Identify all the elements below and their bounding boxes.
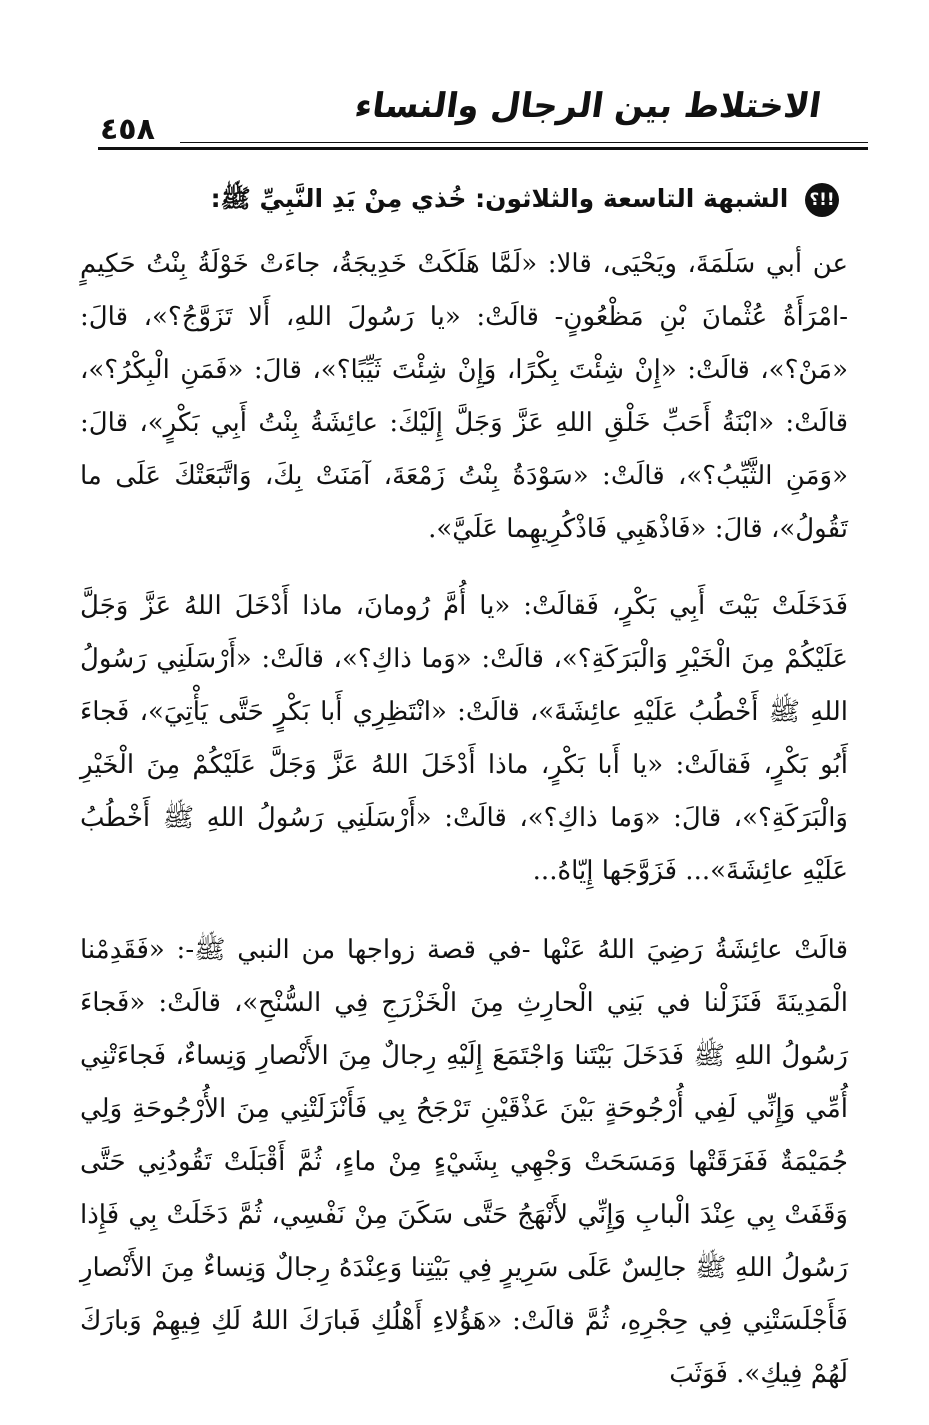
header-rule-thin bbox=[180, 142, 868, 143]
paragraph-2: فَدَخَلَتْ بَيْتَ أَبِي بَكْرٍ، فَقالَتْ: «يا أُمَّ رُومانَ، ماذا أَدْخَلَ اللهُ عَزَّ وَجَلَّ عَلَيْكُمْ مِنَ الْخَيْرِ وَالْبَرَكَةِ؟»، قالَتْ: «وَما ذاكِ؟»، قالَتْ: «أَرْسَلَنِي رَسُولُ اللهِ ﷺ أَخْطُبُ عَلَيْهِ عائِشَةَ»، قالَتْ: «انْتَظِرِي أَبا بَكْرٍ حَتَّى يَأْتِيَ»، فَجاءَ أَبُو بَكْرٍ، فَقالَتْ: «يا أَبا بَكْرٍ، ماذا أَدْخَلَ اللهُ عَزَّ وَجَلَّ عَلَيْكُمْ مِنَ الْخَيْرِ وَالْبَرَكَةِ؟»، قالَ: «وَما ذاكِ؟»، قالَتْ: «أَرْسَلَنِي رَسُولُ اللهِ ﷺ أَخْطُبُ عَلَيْهِ عائِشَةَ»... فَزَوَّجَها إِيّاهُ... bbox=[80, 591, 848, 886]
section-heading-text: الشبهة التاسعة والثلاثون: خُذي مِنْ يَدِ النَّبِيِّ ﷺ: bbox=[210, 184, 789, 213]
paragraph-3: قالَتْ عائِشَةُ رَضِيَ اللهُ عَنْها -في قصة زواجها من النبي ﷺ-: «فَقَدِمْنا الْمَدِينَةَ فَنَزَلْنا في بَنِي الْحارِثِ مِنَ الْخَزْرَجِ فِي السُّنْحِ»، قالَتْ: «فَجاءَ رَسُولُ اللهِ ﷺ فَدَخَلَ بَيْتَنا وَاجْتَمَعَ إِلَيْهِ رِجالٌ مِنَ الأَنْصارِ وَنِساءٌ، فَجاءَتْنِي أُمِّي وَإِنِّي لَفِي أُرْجُوحَةٍ بَيْنَ عَذْقَيْنِ تَرْجَحُ بِي فَأَنْزَلَتْنِي مِنَ الأُرْجُوحَةِ وَلِي جُمَيْمَةٌ فَفَرَقَتْها وَمَسَحَتْ وَجْهِي بِشَيْءٍ مِنْ ماءٍ، ثُمَّ أَقْبَلَتْ تَقُودُنِي حَتَّى وَقَفَتْ بِي عِنْدَ الْبابِ وَإِنِّي لأَنْهَجُ حَتَّى سَكَنَ مِنْ نَفْسِي، ثُمَّ دَخَلَتْ بِي فَإِذا رَسُولُ اللهِ ﷺ جالِسٌ عَلَى سَرِيرٍ فِي بَيْتِنا وَعِنْدَهُ رِجالٌ وَنِساءٌ مِنَ الأَنْصارِ فَأَجْلَسَتْنِي فِي حِجْرِهِ، ثُمَّ قالَتْ: «هَؤُلاءِ أَهْلُكِ فَبارَكَ اللهُ لَكِ فِيهِمْ وَبارَكَ لَهُمْ فِيكِ». فَوَثَبَ bbox=[80, 935, 848, 1389]
body-text bbox=[80, 238, 848, 1425]
header-rule bbox=[98, 147, 868, 150]
book-title: الاختلاط بين الرجال والنساء bbox=[352, 86, 824, 126]
section-heading bbox=[79, 183, 839, 220]
page-number: ٤٥٨ bbox=[100, 112, 155, 147]
paragraph-1: عن أبي سَلَمَةَ، ويَحْيَى، قالا: «لَمَّا هَلَكَتْ خَدِيجَةُ، جاءَتْ خَوْلَةُ بِنْتُ حَكِيمٍ -امْرَأَةُ عُثْمانَ بْنِ مَظْعُونٍ- قالَتْ: «يا رَسُولَ اللهِ، أَلا تَزَوَّجُ؟»، قالَ: «مَنْ؟»، قالَتْ: «إِنْ شِئْتَ بِكْرًا، وَإِنْ شِئْتَ ثَيِّبًا؟»، قالَ: «فَمَنِ الْبِكْرُ؟»، قالَتْ: «ابْنَةُ أَحَبِّ خَلْقِ اللهِ عَزَّ وَجَلَّ إِلَيْكَ: عائِشَةُ بِنْتُ أَبِي بَكْرٍ»، قالَ: «وَمَنِ الثَّيِّبُ؟»، قالَتْ: «سَوْدَةُ بِنْتُ زَمْعَةَ، آمَنَتْ بِكَ، وَاتَّبَعَتْكَ عَلَى ما تَقُولُ»، قالَ: «فَاذْهَبِي فَاذْكُرِيهِما عَلَيَّ». bbox=[80, 249, 848, 544]
running-header bbox=[98, 82, 868, 152]
section-badge: !!؟ bbox=[805, 183, 839, 217]
